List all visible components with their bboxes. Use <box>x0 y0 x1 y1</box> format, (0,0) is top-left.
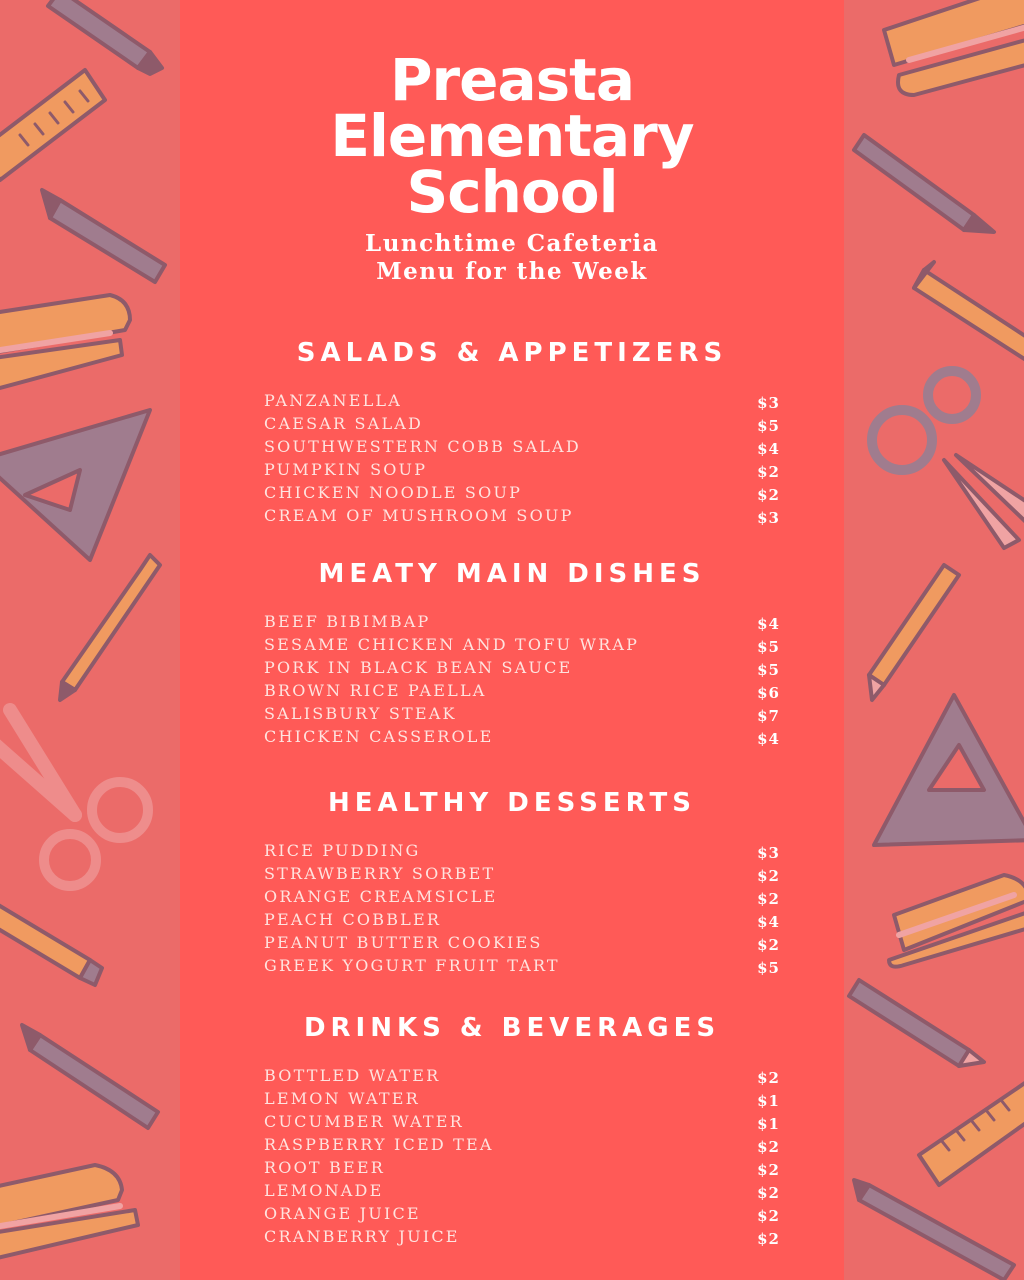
menu-item <box>264 864 780 887</box>
item-name: ORANGE CREAMSICLE <box>264 887 498 906</box>
item-price: $2 <box>757 486 780 504</box>
item-price: $2 <box>757 890 780 908</box>
section-heading: SALADS & APPETIZERS <box>296 338 728 368</box>
item-price: $1 <box>757 1092 780 1110</box>
menu-item <box>264 956 780 979</box>
item-name: RICE PUDDING <box>264 841 421 860</box>
menu-item <box>264 460 780 483</box>
menu-item <box>264 727 780 750</box>
scissors-icon <box>872 371 1024 548</box>
menu-item <box>264 933 780 956</box>
item-name: LEMON WATER <box>264 1089 420 1108</box>
menu-item <box>264 1135 780 1158</box>
item-name: CAESAR SALAD <box>264 414 424 433</box>
menu-section-mains <box>180 558 844 748</box>
subtitle-line: Menu for the Week <box>376 258 648 285</box>
section-heading: MEATY MAIN DISHES <box>318 559 706 589</box>
menu-item <box>264 1112 780 1135</box>
item-price: $3 <box>757 844 780 862</box>
item-price: $2 <box>757 1161 780 1179</box>
item-name: SESAME CHICKEN AND TOFU WRAP <box>264 635 640 654</box>
left-decoration-panel <box>0 0 180 1280</box>
item-name: PEACH COBBLER <box>264 910 442 929</box>
item-price: $2 <box>757 1184 780 1202</box>
menu-item <box>264 887 780 910</box>
title-line: Preasta <box>390 46 634 114</box>
pen-icon <box>48 0 162 74</box>
item-price: $4 <box>757 440 780 458</box>
right-decoration-panel <box>844 0 1024 1280</box>
ruler-icon <box>0 70 105 180</box>
item-name: PORK IN BLACK BEAN SAUCE <box>264 658 573 677</box>
item-name: ROOT BEER <box>264 1158 386 1177</box>
item-price: $6 <box>757 684 780 702</box>
pen-icon <box>854 1180 1014 1280</box>
item-name: PEANUT BUTTER COOKIES <box>264 933 543 952</box>
menu-item <box>264 910 780 933</box>
item-name: BROWN RICE PAELLA <box>264 681 487 700</box>
item-price: $5 <box>757 638 780 656</box>
item-price: $2 <box>757 1069 780 1087</box>
item-name: CREAM OF MUSHROOM SOUP <box>264 506 574 525</box>
menu-item-list <box>264 841 780 979</box>
item-name: SALISBURY STEAK <box>264 704 457 723</box>
school-name-title <box>180 46 844 226</box>
menu-item <box>264 391 780 414</box>
item-name: CRANBERRY JUICE <box>264 1227 460 1246</box>
item-price: $4 <box>757 730 780 748</box>
pencil-icon <box>869 565 959 700</box>
section-heading: DRINKS & BEVERAGES <box>303 1013 721 1043</box>
stapler-icon <box>884 0 1024 95</box>
menu-item <box>264 1204 780 1227</box>
menu-item-list <box>264 391 780 529</box>
item-price: $5 <box>757 661 780 679</box>
item-name: STRAWBERRY SORBET <box>264 864 496 883</box>
subtitle-line: Lunchtime Cafeteria <box>365 230 659 257</box>
title-line: Elementary <box>330 102 694 170</box>
menu-item <box>264 635 780 658</box>
school-supplies-illustration <box>0 0 180 1280</box>
item-name: LEMONADE <box>264 1181 384 1200</box>
item-name: RASPBERRY ICED TEA <box>264 1135 494 1154</box>
item-name: CHICKEN CASSEROLE <box>264 727 494 746</box>
item-price: $5 <box>757 959 780 977</box>
menu-item <box>264 704 780 727</box>
menu-panel <box>180 0 844 1280</box>
item-price: $3 <box>757 509 780 527</box>
menu-item <box>264 437 780 460</box>
menu-item <box>264 414 780 437</box>
pencil-icon <box>22 1025 158 1128</box>
set-square-icon <box>0 410 150 560</box>
menu-item <box>264 1227 780 1250</box>
stapler-icon <box>0 295 130 388</box>
item-price: $7 <box>757 707 780 725</box>
menu-section-drinks <box>180 1012 844 1248</box>
title-line: School <box>406 158 618 226</box>
stapler-icon <box>0 1165 138 1262</box>
item-price: $2 <box>757 1207 780 1225</box>
menu-item <box>264 841 780 864</box>
item-name: CUCUMBER WATER <box>264 1112 464 1131</box>
item-name: ORANGE JUICE <box>264 1204 421 1223</box>
menu-item <box>264 483 780 506</box>
menu-item <box>264 1181 780 1204</box>
menu-item-list <box>264 1066 780 1250</box>
item-name: BEEF BIBIMBAP <box>264 612 431 631</box>
item-price: $3 <box>757 394 780 412</box>
item-price: $2 <box>757 936 780 954</box>
menu-item <box>264 681 780 704</box>
menu-item <box>264 1089 780 1112</box>
section-heading: HEALTHY DESSERTS <box>328 788 696 818</box>
item-price: $2 <box>757 1230 780 1248</box>
item-price: $4 <box>757 615 780 633</box>
item-price: $5 <box>757 417 780 435</box>
item-price: $2 <box>757 463 780 481</box>
pencil-icon <box>60 555 160 700</box>
item-name: GREEK YOGURT FRUIT TART <box>264 956 560 975</box>
pencil-icon <box>42 190 165 282</box>
menu-item <box>264 1066 780 1089</box>
menu-section-salads <box>180 337 844 527</box>
item-price: $2 <box>757 867 780 885</box>
menu-item <box>264 658 780 681</box>
item-name: BOTTLED WATER <box>264 1066 441 1085</box>
pencil-icon <box>0 900 102 985</box>
menu-item <box>264 612 780 635</box>
pencil-icon <box>854 135 994 232</box>
set-square-icon <box>874 695 1024 845</box>
item-name: PUMPKIN SOUP <box>264 460 428 479</box>
item-name: PANZANELLA <box>264 391 403 410</box>
item-price: $1 <box>757 1115 780 1133</box>
menu-section-desserts <box>180 787 844 977</box>
item-name: CHICKEN NOODLE SOUP <box>264 483 523 502</box>
menu-item <box>264 1158 780 1181</box>
pencil-icon <box>849 980 984 1066</box>
scissors-icon <box>0 710 148 886</box>
pencil-icon <box>914 262 1024 362</box>
item-price: $4 <box>757 913 780 931</box>
item-name: SOUTHWESTERN COBB SALAD <box>264 437 581 456</box>
menu-item-list <box>264 612 780 750</box>
menu-subtitle <box>180 230 844 286</box>
item-price: $2 <box>757 1138 780 1156</box>
school-supplies-illustration <box>844 0 1024 1280</box>
stapler-icon <box>889 875 1024 967</box>
menu-item <box>264 506 780 529</box>
ruler-icon <box>919 1070 1024 1185</box>
